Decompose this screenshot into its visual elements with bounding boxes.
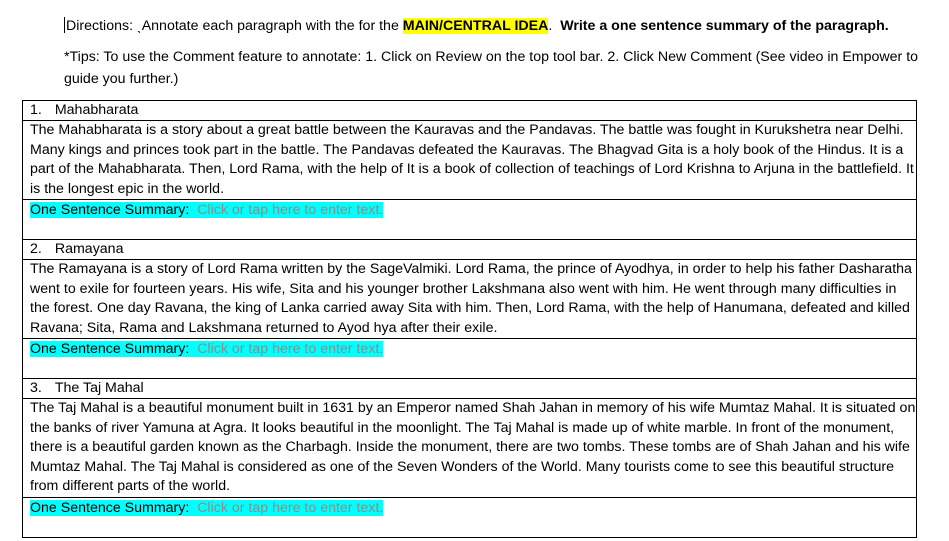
table-row: [23, 260, 917, 339]
main-idea-highlight: MAIN/CENTRAL IDEA: [402, 18, 549, 34]
section-number: 1.: [30, 102, 42, 118]
summary-text-field[interactable]: Click or tap here to enter text.: [197, 202, 384, 218]
directions-middle: Annotate each paragraph with the for the: [141, 18, 403, 34]
paragraph-table: [22, 100, 917, 538]
summary-text-field[interactable]: Click or tap here to enter text.: [197, 499, 384, 516]
summary-cell: [23, 339, 917, 379]
section-title-cell: [23, 101, 917, 121]
section-title: Mahabharata: [54, 102, 139, 118]
paragraph-text: The Ramayana is a story of Lord Rama written by the SageValmiki. Lord Rama, the prince of Ayodhya, in order to help his father Dasharatha went to exile for fourteen years. His wife, Sita and his younger brother Lakshmana also went with him. He went through many difficulties in the forest. One day Ravana, the king of Lanka carried away Sita with him. Then, Lord Rama, with the help of Hanumana, defeated and killed Ravana; Sita, Rama and Lakshmana returned to Ayod hya after their exile.: [23, 260, 917, 339]
table-row: [23, 101, 917, 121]
section-title-cell: [23, 240, 917, 260]
section-title-cell: [23, 379, 917, 399]
table-row: [23, 399, 917, 498]
summary-label: One Sentence Summary:: [30, 341, 190, 357]
summary-label: One Sentence Summary:: [30, 202, 190, 218]
tips-paragraph: *Tips: To use the Comment feature to annotate: 1. Click on Review on the top tool bar. 2. Click New Comment (See video in Empower to guide you further.): [64, 49, 919, 87]
paragraph-text: The Taj Mahal is a beautiful monument built in 1631 by an Emperor named Shah Jahan in memory of his wife Mumtaz Mahal. It is situated on the banks of river Yamuna at Agra. It looks beautiful in the moonlight. The Taj Mahal is made up of white marble. In front of the monument, there is a beautiful garden known as the Charbagh. Inside the monument, there are two tombs. These tombs are of Shah Jahan and his wife Mumtaz Mahal. The Taj Mahal is considered as one of the Seven Wonders of the World. Many tourists come to see this beautiful structure from different parts of the world.: [23, 399, 917, 498]
section-number: 2.: [30, 241, 42, 257]
summary-text-field[interactable]: Click or tap here to enter text.: [197, 341, 384, 357]
summary-instruction: Write a one sentence summary of the paragraph.: [560, 18, 889, 34]
summary-cell: [23, 200, 917, 240]
summary-label: One Sentence Summary:: [30, 499, 190, 516]
table-row: [23, 121, 917, 200]
text-cursor: [64, 17, 65, 33]
table-row: [23, 379, 917, 399]
summary-cell: [23, 497, 917, 537]
table-row: [23, 240, 917, 260]
directions-period: .: [548, 18, 553, 34]
directions-line: [64, 16, 934, 36]
table-row: [23, 200, 917, 240]
section-title: Ramayana: [54, 241, 124, 257]
section-number: 3.: [30, 380, 42, 396]
table-row: [23, 339, 917, 379]
paragraph-text: The Mahabharata is a story about a great battle between the Kauravas and the Pandavas. The battle was fought in Kurukshetra near Delhi. Many kings and princes took part in the battle. The Pandavas defeated the Kauravas. The Bhagvad Gita is a holy book of the Hindus. It is a part of the Mahabharata. Then, Lord Rama, with the help of It is a book of collection of teachings of Lord Krishna to Arjuna in the battlefield. It is the longest epic in the world.: [23, 121, 917, 200]
directions-mark: ˎ: [136, 18, 142, 34]
table-row: [23, 497, 917, 537]
section-title: The Taj Mahal: [54, 380, 144, 396]
directions-prefix: Directions:: [66, 18, 137, 34]
